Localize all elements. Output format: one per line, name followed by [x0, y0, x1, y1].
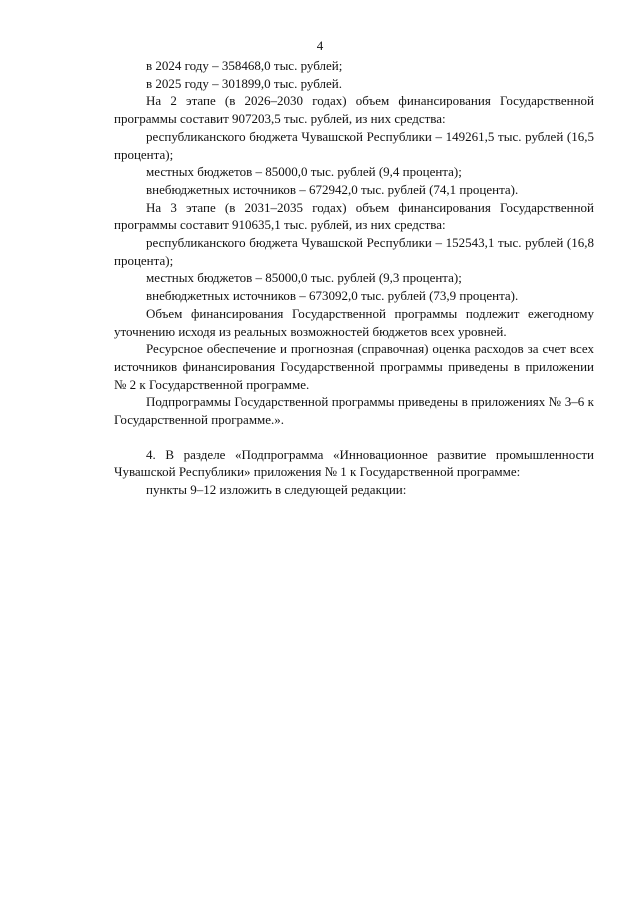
paragraph-stage-2-local-budgets: местных бюджетов – 85000,0 тыс. рублей (9,4 процента);: [146, 164, 462, 180]
paragraph-stage-3-total: На 3 этапе (в 2031–2035 годах) объем финансирования Государственной программы составит 910635,1 тыс. рублей, из них средства:: [114, 199, 594, 233]
page-number: 4: [316, 38, 324, 53]
paragraph-stage-3-extrabudgetary: внебюджетных источников – 673092,0 тыс. рублей (73,9 процента).: [146, 288, 519, 304]
paragraph-stage-2-total: На 2 этапе (в 2026–2030 годах) объем финансирования Государственной программы составит 907203,5 тыс. рублей, из них средства:: [114, 93, 594, 127]
paragraph-subprograms: Подпрограммы Государственной программы приведены в приложениях № 3–6 к Государственной программе.».: [114, 394, 594, 428]
paragraph-resource-support: Ресурсное обеспечение и прогнозная (справочная) оценка расходов за счет всех источников финансирования Государственной программы приведены в приложении № 2 к Государственной программе.: [114, 341, 594, 392]
paragraph-year-2025: в 2025 году – 301899,0 тыс. рублей.: [146, 75, 342, 91]
paragraph-stage-2-republic-budget: республиканского бюджета Чувашской Республики – 149261,5 тыс. рублей (16,5 процента);: [114, 128, 594, 162]
paragraph-year-2024: в 2024 году – 358468,0 тыс. рублей;: [146, 58, 343, 73]
document-body: [114, 57, 594, 499]
paragraph-stage-3-republic-budget: республиканского бюджета Чувашской Республики – 152543,1 тыс. рублей (16,8 процента);: [114, 235, 594, 268]
paragraph-items-9-12: пункты 9–12 изложить в следующей редакции:: [146, 482, 407, 498]
paragraph-stage-3-local-budgets: местных бюджетов – 85000,0 тыс. рублей (9,3 процента);: [146, 270, 462, 286]
paragraph-annual-adjustment: Объем финансирования Государственной программы подлежит ежегодному уточнению исходя из реальных возможностей бюджетов всех уровней.: [114, 305, 594, 339]
paragraph-stage-2-extrabudgetary: внебюджетных источников – 672942,0 тыс. рублей (74,1 процента).: [146, 181, 519, 197]
paragraph-section-4: 4. В разделе «Подпрограмма «Инновационное развитие промышленности Чувашской Республики» приложения № 1 к Государственной программе:: [114, 446, 594, 480]
